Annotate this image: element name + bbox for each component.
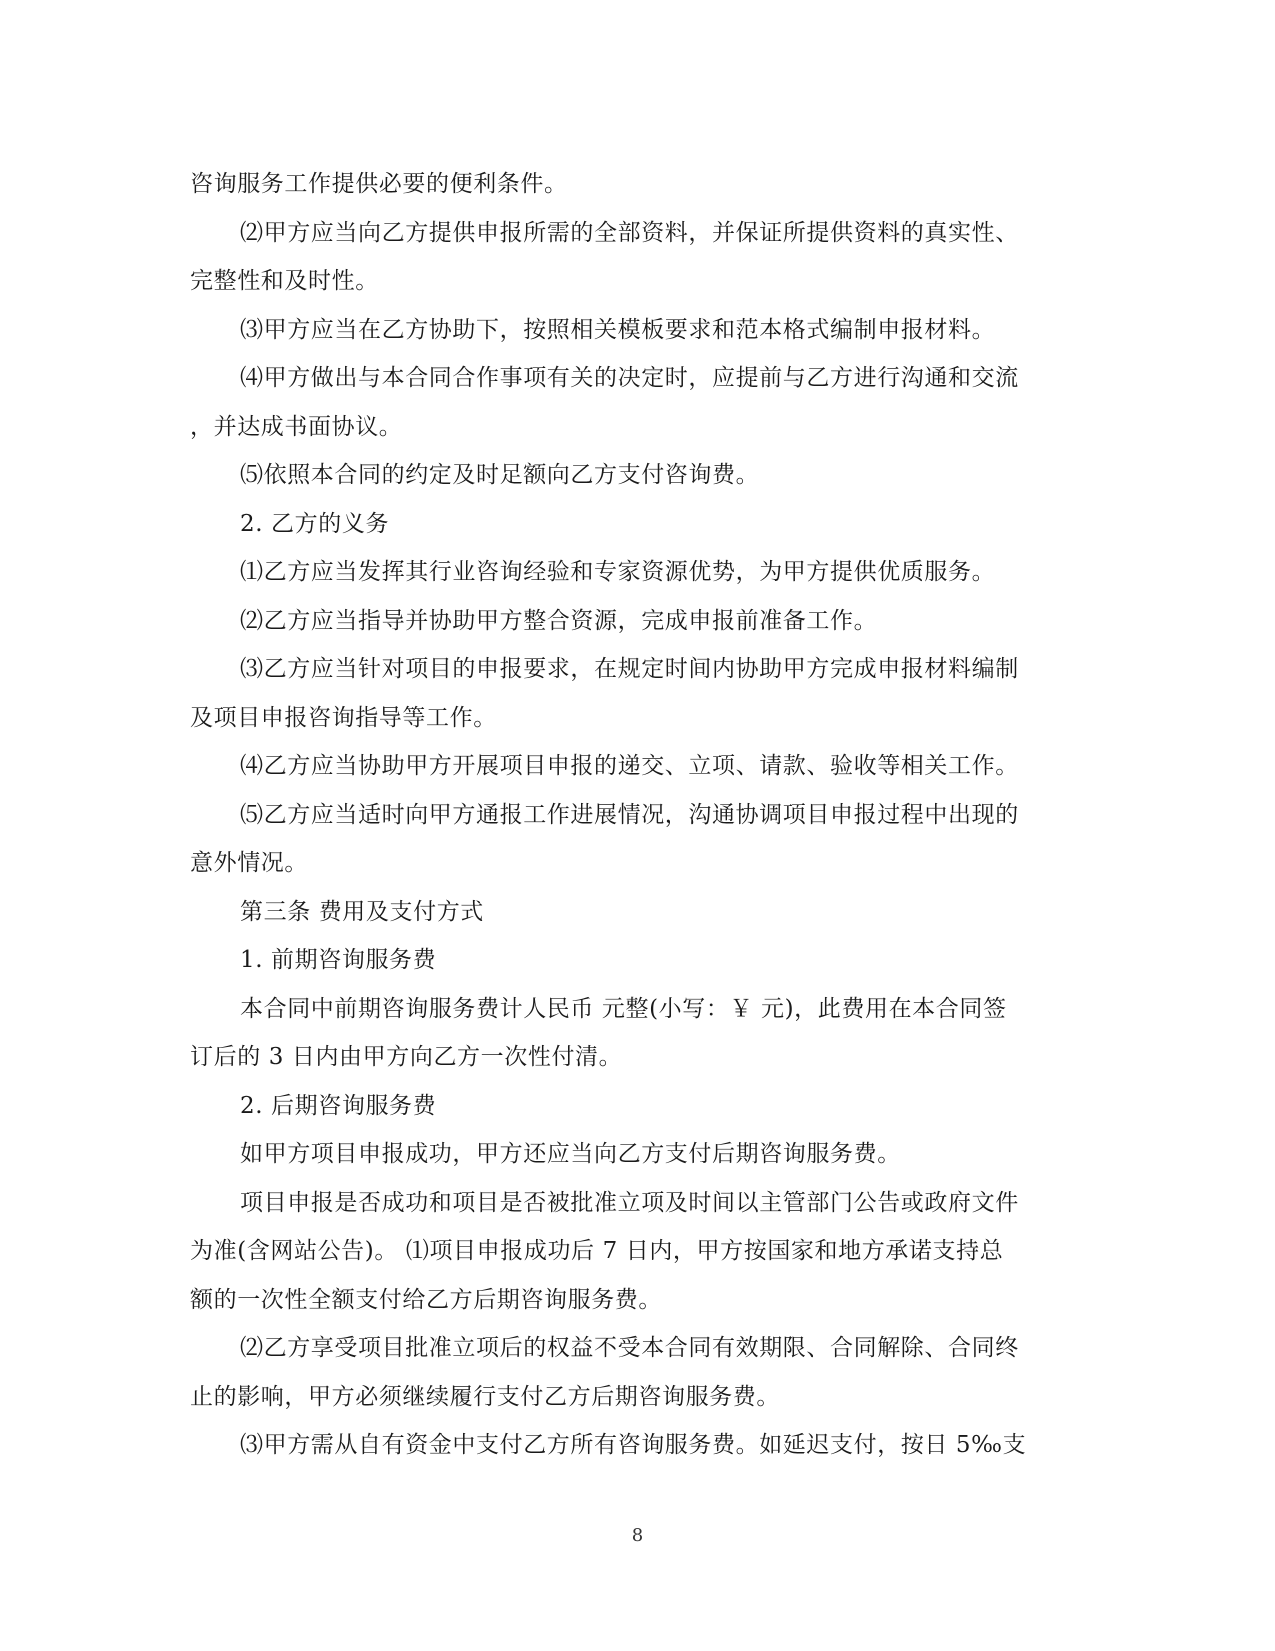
text-line: ⑷乙方应当协助甲方开展项目申报的递交、立项、请款、验收等相关工作。 xyxy=(240,753,1019,779)
text-line: 订后的 3 日内由甲方向乙方一次性付清。 xyxy=(190,1044,623,1070)
text-line: ，并达成书面协议。 xyxy=(190,413,403,440)
text-line: ⑵乙方享受项目批准立项后的权益不受本合同有效期限、合同解除、合同终 xyxy=(240,1335,1019,1361)
text-line: ⑸乙方应当适时向甲方通报工作进展情况，沟通协调项目申报过程中出现的 xyxy=(240,801,1019,828)
text-line: 项目申报是否成功和项目是否被批准立项及时间以主管部门公告或政府文件 xyxy=(240,1189,1019,1216)
text-line: ⑶甲方需从自有资金中支付乙方所有咨询服务费。如延迟支付，按日 5‰支 xyxy=(240,1432,1027,1458)
text-line: 为准(含网站公告)。 ⑴项目申报成功后 7 日内，甲方按国家和地方承诺支持总 xyxy=(190,1238,1004,1264)
page-number: 8 xyxy=(631,1525,644,1546)
text-line: ⑷甲方做出与本合同合作事项有关的决定时，应提前与乙方进行沟通和交流 xyxy=(240,365,1019,391)
text-line: ⑶甲方应当在乙方协助下，按照相关模板要求和范本格式编制申报材料。 xyxy=(240,316,996,343)
text-line: 如甲方项目申报成功，甲方还应当向乙方支付后期咨询服务费。 xyxy=(240,1141,901,1167)
text-line: 止的影响，甲方必须继续履行支付乙方后期咨询服务费。 xyxy=(190,1383,780,1410)
text-line: 意外情况。 xyxy=(190,850,308,876)
text-line: 咨询服务工作提供必要的便利条件。 xyxy=(190,171,568,197)
text-line: 2. 乙方的义务 xyxy=(240,510,390,537)
text-line: ⑶乙方应当针对项目的申报要求，在规定时间内协助甲方完成申报材料编制 xyxy=(240,656,1019,682)
text-line: 及项目申报咨询指导等工作。 xyxy=(190,704,497,731)
text-line: ⑴乙方应当发挥其行业咨询经验和专家资源优势，为甲方提供优质服务。 xyxy=(240,559,996,585)
text-line: 1. 前期咨询服务费 xyxy=(240,947,437,973)
body-text xyxy=(190,160,1070,1470)
text-line: 额的一次性全额支付给乙方后期咨询服务费。 xyxy=(190,1286,662,1313)
text-line: 第三条 费用及支付方式 xyxy=(240,898,484,925)
text-line: 完整性和及时性。 xyxy=(190,268,379,294)
text-line: 2. 后期咨询服务费 xyxy=(240,1092,437,1119)
text-line: 本合同中前期咨询服务费计人民币 元整(小写：￥ 元)，此费用在本合同签 xyxy=(240,995,1007,1022)
text-line: ⑸依照本合同的约定及时足额向乙方支付咨询费。 xyxy=(240,462,760,488)
text-line: ⑵乙方应当指导并协助甲方整合资源，完成申报前准备工作。 xyxy=(240,607,878,634)
text-line: ⑵甲方应当向乙方提供申报所需的全部资料，并保证所提供资料的真实性、 xyxy=(240,219,1019,246)
